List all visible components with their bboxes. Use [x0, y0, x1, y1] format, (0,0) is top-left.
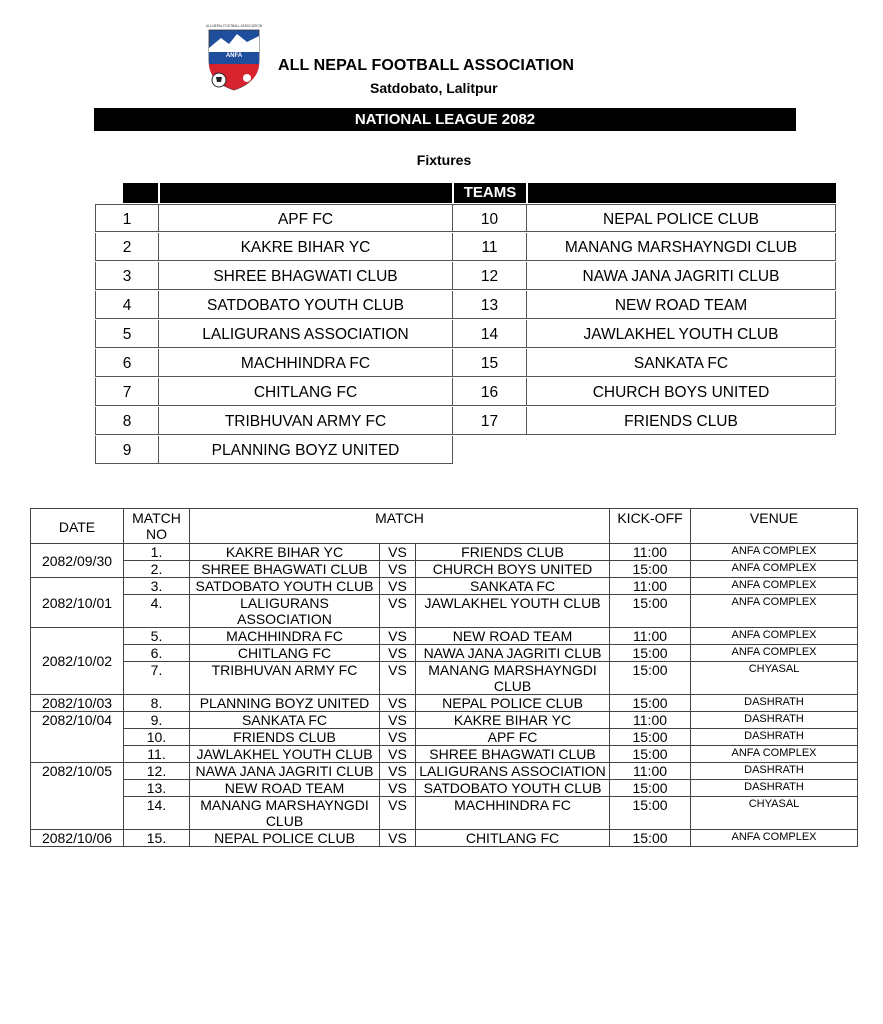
match-number: 6. — [124, 645, 190, 662]
venue: ANFA COMPLEX — [691, 561, 858, 578]
kickoff-time: 15:00 — [610, 561, 691, 578]
home-team: SANKATA FC — [190, 712, 380, 729]
svg-text:ANFA: ANFA — [225, 53, 243, 59]
team-name: NEW ROAD TEAM — [527, 291, 836, 319]
team-number: 3 — [95, 262, 159, 290]
table-row — [31, 662, 858, 695]
home-team: NEW ROAD TEAM — [190, 780, 380, 797]
table-row — [31, 544, 858, 561]
kickoff-time: 15:00 — [610, 695, 691, 712]
match-number: 10. — [124, 729, 190, 746]
match-number: 1. — [124, 544, 190, 561]
team-number: 16 — [453, 378, 527, 406]
vs-label: VS — [380, 628, 416, 645]
header-venue: VENUE — [691, 509, 858, 544]
match-date: 2082/10/03 — [31, 695, 124, 712]
team-name: KAKRE BIHAR YC — [159, 233, 453, 261]
vs-label: VS — [380, 578, 416, 595]
away-team: CHITLANG FC — [416, 830, 610, 847]
match-number: 15. — [124, 830, 190, 847]
vs-label: VS — [380, 830, 416, 847]
venue: DASHRATH — [691, 729, 858, 746]
away-team: MANANG MARSHAYNGDI CLUB — [416, 662, 610, 695]
team-number: 4 — [95, 291, 159, 319]
match-number: 8. — [124, 695, 190, 712]
section-title: Fixtures — [416, 152, 472, 168]
kickoff-time: 11:00 — [610, 578, 691, 595]
header-kickoff: KICK-OFF — [610, 509, 691, 544]
anfa-logo — [205, 20, 263, 92]
table-row — [31, 830, 858, 847]
teams-header-cell — [123, 183, 158, 203]
away-team: LALIGURANS ASSOCIATION — [416, 763, 610, 780]
team-number: 17 — [453, 407, 527, 435]
team-name: NEPAL POLICE CLUB — [527, 204, 836, 232]
venue: ANFA COMPLEX — [691, 544, 858, 561]
kickoff-time: 11:00 — [610, 763, 691, 780]
home-team: MACHHINDRA FC — [190, 628, 380, 645]
org-name: ALL NEPAL FOOTBALL ASSOCIATION — [278, 57, 575, 74]
team-name: TRIBHUVAN ARMY FC — [159, 407, 453, 435]
match-number: 3. — [124, 578, 190, 595]
match-date: 2082/10/02 — [31, 628, 124, 695]
venue: CHYASAL — [691, 662, 858, 695]
vs-label: VS — [380, 746, 416, 763]
team-name: LALIGURANS ASSOCIATION — [159, 320, 453, 348]
org-place: Satdobato, Lalitpur — [370, 80, 498, 96]
team-name: CHURCH BOYS UNITED — [527, 378, 836, 406]
away-team: CHURCH BOYS UNITED — [416, 561, 610, 578]
home-team: FRIENDS CLUB — [190, 729, 380, 746]
table-row — [31, 712, 858, 729]
away-team: KAKRE BIHAR YC — [416, 712, 610, 729]
kickoff-time: 15:00 — [610, 729, 691, 746]
vs-label: VS — [380, 595, 416, 628]
team-name: MACHHINDRA FC — [159, 349, 453, 377]
team-name: MANANG MARSHAYNGDI CLUB — [527, 233, 836, 261]
match-number: 5. — [124, 628, 190, 645]
match-number: 12. — [124, 763, 190, 780]
kickoff-time: 11:00 — [610, 712, 691, 729]
kickoff-time: 15:00 — [610, 797, 691, 830]
match-number: 7. — [124, 662, 190, 695]
home-team: MANANG MARSHAYNGDI CLUB — [190, 797, 380, 830]
table-row — [31, 595, 858, 628]
teams-heading: TEAMS — [454, 183, 526, 203]
table-row — [31, 645, 858, 662]
venue: CHYASAL — [691, 797, 858, 830]
venue: ANFA COMPLEX — [691, 628, 858, 645]
match-date: 2082/10/04 — [31, 712, 124, 763]
vs-label: VS — [380, 695, 416, 712]
match-number: 9. — [124, 712, 190, 729]
vs-label: VS — [380, 712, 416, 729]
away-team: SANKATA FC — [416, 578, 610, 595]
team-number: 12 — [453, 262, 527, 290]
away-team: NEW ROAD TEAM — [416, 628, 610, 645]
venue: DASHRATH — [691, 695, 858, 712]
table-row — [31, 729, 858, 746]
kickoff-time: 15:00 — [610, 662, 691, 695]
team-name: FRIENDS CLUB — [527, 407, 836, 435]
home-team: CHITLANG FC — [190, 645, 380, 662]
match-date: 2082/10/06 — [31, 830, 124, 847]
team-number: 9 — [95, 436, 159, 464]
team-number: 6 — [95, 349, 159, 377]
home-team: SHREE BHAGWATI CLUB — [190, 561, 380, 578]
home-team: PLANNING BOYZ UNITED — [190, 695, 380, 712]
kickoff-time: 15:00 — [610, 830, 691, 847]
vs-label: VS — [380, 645, 416, 662]
vs-label: VS — [380, 561, 416, 578]
match-date: 2082/09/30 — [31, 544, 124, 578]
away-team: SHREE BHAGWATI CLUB — [416, 746, 610, 763]
team-name: SHREE BHAGWATI CLUB — [159, 262, 453, 290]
match-date: 2082/10/05 — [31, 763, 124, 830]
team-number: 11 — [453, 233, 527, 261]
away-team: FRIENDS CLUB — [416, 544, 610, 561]
header-match: MATCH — [190, 509, 610, 544]
table-row — [31, 578, 858, 595]
team-number: 5 — [95, 320, 159, 348]
kickoff-time: 15:00 — [610, 746, 691, 763]
table-row — [31, 561, 858, 578]
away-team: NAWA JANA JAGRITI CLUB — [416, 645, 610, 662]
team-number: 14 — [453, 320, 527, 348]
team-number: 13 — [453, 291, 527, 319]
match-number: 11. — [124, 746, 190, 763]
fixtures-table — [30, 508, 858, 847]
table-row — [31, 797, 858, 830]
kickoff-time: 15:00 — [610, 780, 691, 797]
team-number: 8 — [95, 407, 159, 435]
teams-header-cell — [160, 183, 452, 203]
team-name: APF FC — [159, 204, 453, 232]
venue: ANFA COMPLEX — [691, 578, 858, 595]
team-number: 15 — [453, 349, 527, 377]
vs-label: VS — [380, 662, 416, 695]
match-number: 14. — [124, 797, 190, 830]
teams-header-cell — [528, 183, 836, 203]
team-name: JAWLAKHEL YOUTH CLUB — [527, 320, 836, 348]
venue: DASHRATH — [691, 712, 858, 729]
venue: ANFA COMPLEX — [691, 645, 858, 662]
home-team: JAWLAKHEL YOUTH CLUB — [190, 746, 380, 763]
team-number: 1 — [95, 204, 159, 232]
away-team: MACHHINDRA FC — [416, 797, 610, 830]
kickoff-time: 11:00 — [610, 544, 691, 561]
away-team: JAWLAKHEL YOUTH CLUB — [416, 595, 610, 628]
venue: DASHRATH — [691, 780, 858, 797]
home-team: TRIBHUVAN ARMY FC — [190, 662, 380, 695]
away-team: APF FC — [416, 729, 610, 746]
vs-label: VS — [380, 763, 416, 780]
vs-label: VS — [380, 780, 416, 797]
team-name: SATDOBATO YOUTH CLUB — [159, 291, 453, 319]
league-title: NATIONAL LEAGUE 2082 — [94, 108, 796, 131]
vs-label: VS — [380, 729, 416, 746]
kickoff-time: 15:00 — [610, 595, 691, 628]
team-name: SANKATA FC — [527, 349, 836, 377]
header-date: DATE — [31, 509, 124, 544]
home-team: LALIGURANS ASSOCIATION — [190, 595, 380, 628]
team-name: CHITLANG FC — [159, 378, 453, 406]
table-header-row — [31, 509, 858, 544]
team-name: PLANNING BOYZ UNITED — [159, 436, 453, 464]
match-number: 2. — [124, 561, 190, 578]
team-name: NAWA JANA JAGRITI CLUB — [527, 262, 836, 290]
away-team: NEPAL POLICE CLUB — [416, 695, 610, 712]
table-row — [31, 695, 858, 712]
venue: ANFA COMPLEX — [691, 746, 858, 763]
table-row — [31, 628, 858, 645]
kickoff-time: 11:00 — [610, 628, 691, 645]
venue: ANFA COMPLEX — [691, 830, 858, 847]
header-match-no: MATCH NO — [124, 509, 190, 544]
vs-label: VS — [380, 797, 416, 830]
table-row — [31, 746, 858, 763]
home-team: KAKRE BIHAR YC — [190, 544, 380, 561]
venue: DASHRATH — [691, 763, 858, 780]
venue: ANFA COMPLEX — [691, 595, 858, 628]
kickoff-time: 15:00 — [610, 645, 691, 662]
match-number: 4. — [124, 595, 190, 628]
team-number: 2 — [95, 233, 159, 261]
team-number: 7 — [95, 378, 159, 406]
match-date: 2082/10/01 — [31, 578, 124, 628]
match-number: 13. — [124, 780, 190, 797]
svg-text:ALL NEPAL FOOTBALL ASSOCIATION: ALL NEPAL FOOTBALL ASSOCIATION — [205, 24, 263, 28]
home-team: NEPAL POLICE CLUB — [190, 830, 380, 847]
home-team: SATDOBATO YOUTH CLUB — [190, 578, 380, 595]
table-row — [31, 763, 858, 780]
away-team: SATDOBATO YOUTH CLUB — [416, 780, 610, 797]
team-number: 10 — [453, 204, 527, 232]
home-team: NAWA JANA JAGRITI CLUB — [190, 763, 380, 780]
vs-label: VS — [380, 544, 416, 561]
table-row — [31, 780, 858, 797]
